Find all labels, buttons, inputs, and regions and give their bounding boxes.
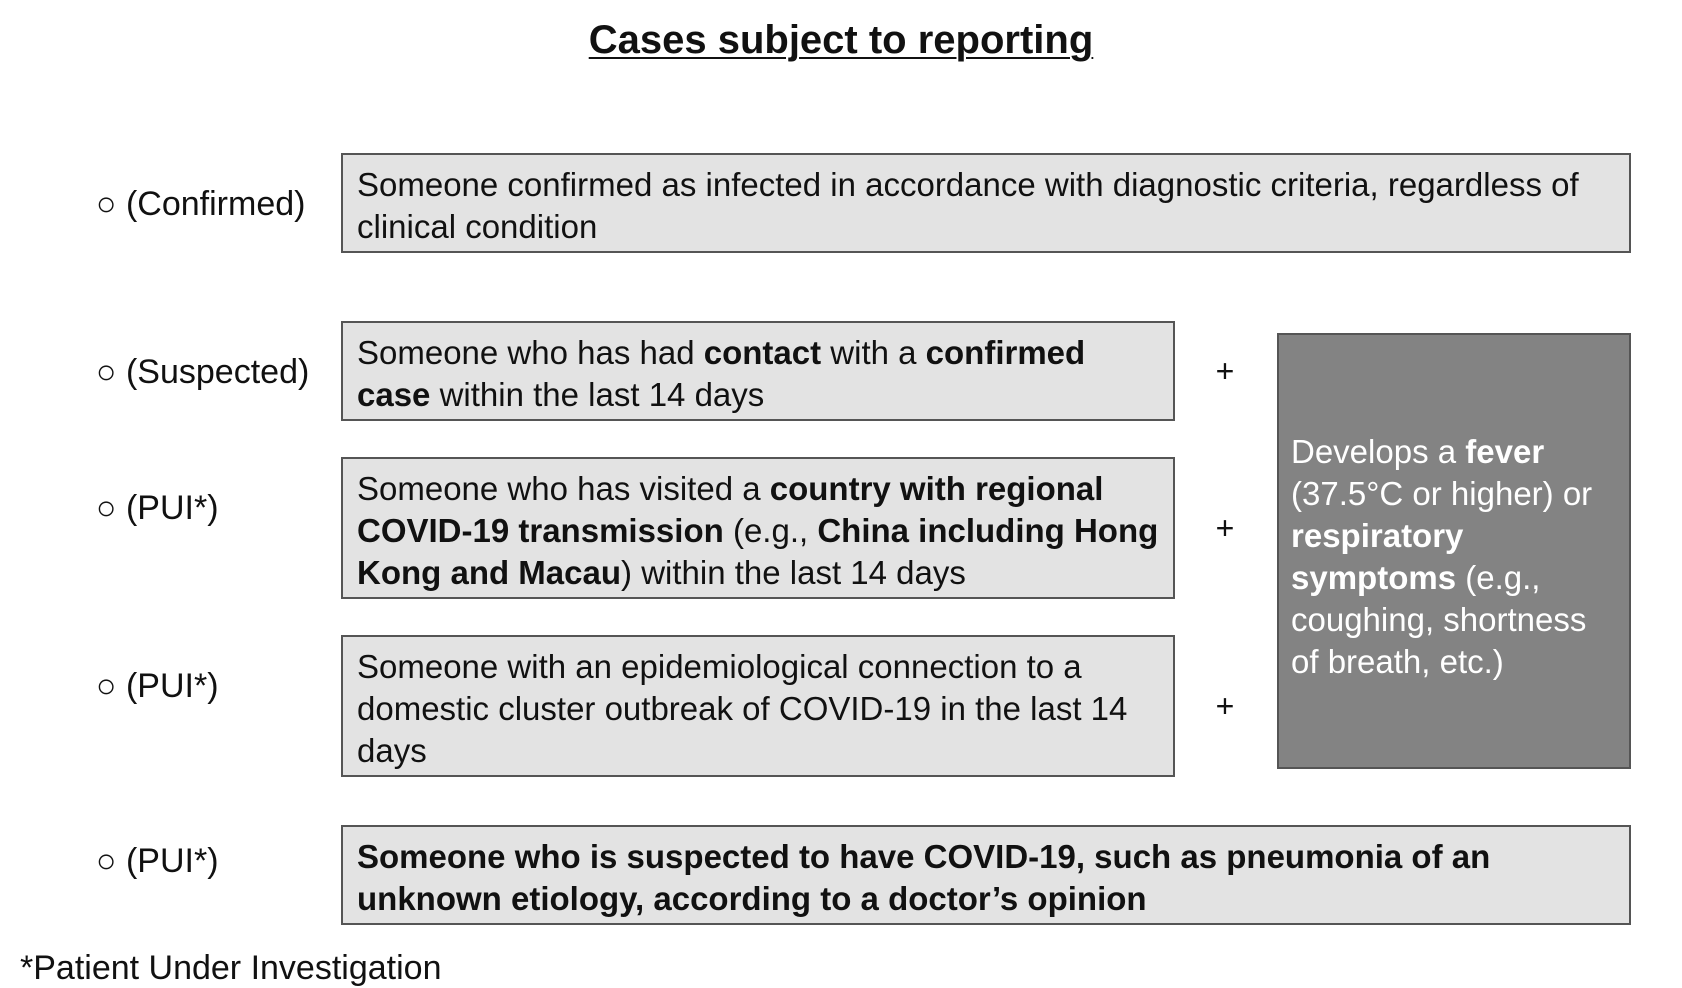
confirmed-criteria-text: Someone confirmed as infected in accordance with diagnostic criteria, regardless of clinical condition [357, 166, 1579, 245]
pui-travel-text-part: ) within the last 14 days [621, 554, 966, 591]
pui-travel-text-part: Someone who has visited a [357, 470, 770, 507]
suspected-text-part: within the last 14 days [430, 376, 765, 413]
suspected-criteria-box [341, 321, 1175, 421]
pui-travel-text-bold: country with regional COVID-19 transmission [357, 470, 1104, 549]
pui-travel-text-bold: China including Hong Kong and Macau [357, 512, 1159, 591]
pui-doctor-criteria-box [341, 825, 1631, 925]
pui-cluster-text: Someone with an epidemiological connection to a domestic cluster outbreak of COVID-19 in the last 14 days [357, 648, 1128, 769]
plus-sign-pui-cluster: + [1215, 688, 1235, 724]
symptom-text-part: (37.5°C or higher) or [1291, 475, 1593, 512]
plus-sign-pui-travel: + [1215, 510, 1235, 546]
page-title: Cases subject to reporting [588, 18, 1094, 62]
row-label-pui-travel: ○ (PUI*) [96, 489, 219, 527]
row-label-pui-doctor: ○ (PUI*) [96, 842, 219, 880]
row-label-confirmed: ○ (Confirmed) [96, 185, 306, 223]
pui-doctor-text: Someone who is suspected to have COVID-19, such as pneumonia of an unknown etiology, according to a doctor’s opinion [357, 838, 1491, 917]
footnote: *Patient Under Investigation [20, 949, 442, 987]
pui-cluster-criteria-box [341, 635, 1175, 777]
row-label-suspected: ○ (Suspected) [96, 353, 310, 391]
symptom-text-bold: fever [1465, 433, 1545, 470]
confirmed-criteria-box [341, 153, 1631, 253]
pui-travel-criteria-box [341, 457, 1175, 599]
symptom-text-part: (e.g., coughing, shortness of breath, etc.) [1291, 559, 1587, 680]
suspected-text-bold: confirmed case [357, 334, 1086, 413]
symptom-criteria-box [1277, 333, 1631, 769]
suspected-text-part: Someone who has had [357, 334, 704, 371]
symptom-text-part: Develops a [1291, 433, 1466, 470]
plus-sign-suspected: + [1215, 353, 1235, 389]
row-label-pui-cluster: ○ (PUI*) [96, 667, 219, 705]
suspected-text-bold: contact [703, 334, 822, 371]
symptom-text-bold: respiratory symptoms [1291, 517, 1464, 596]
suspected-text-part: with a [821, 334, 926, 371]
pui-travel-text-part: (e.g., [723, 512, 818, 549]
